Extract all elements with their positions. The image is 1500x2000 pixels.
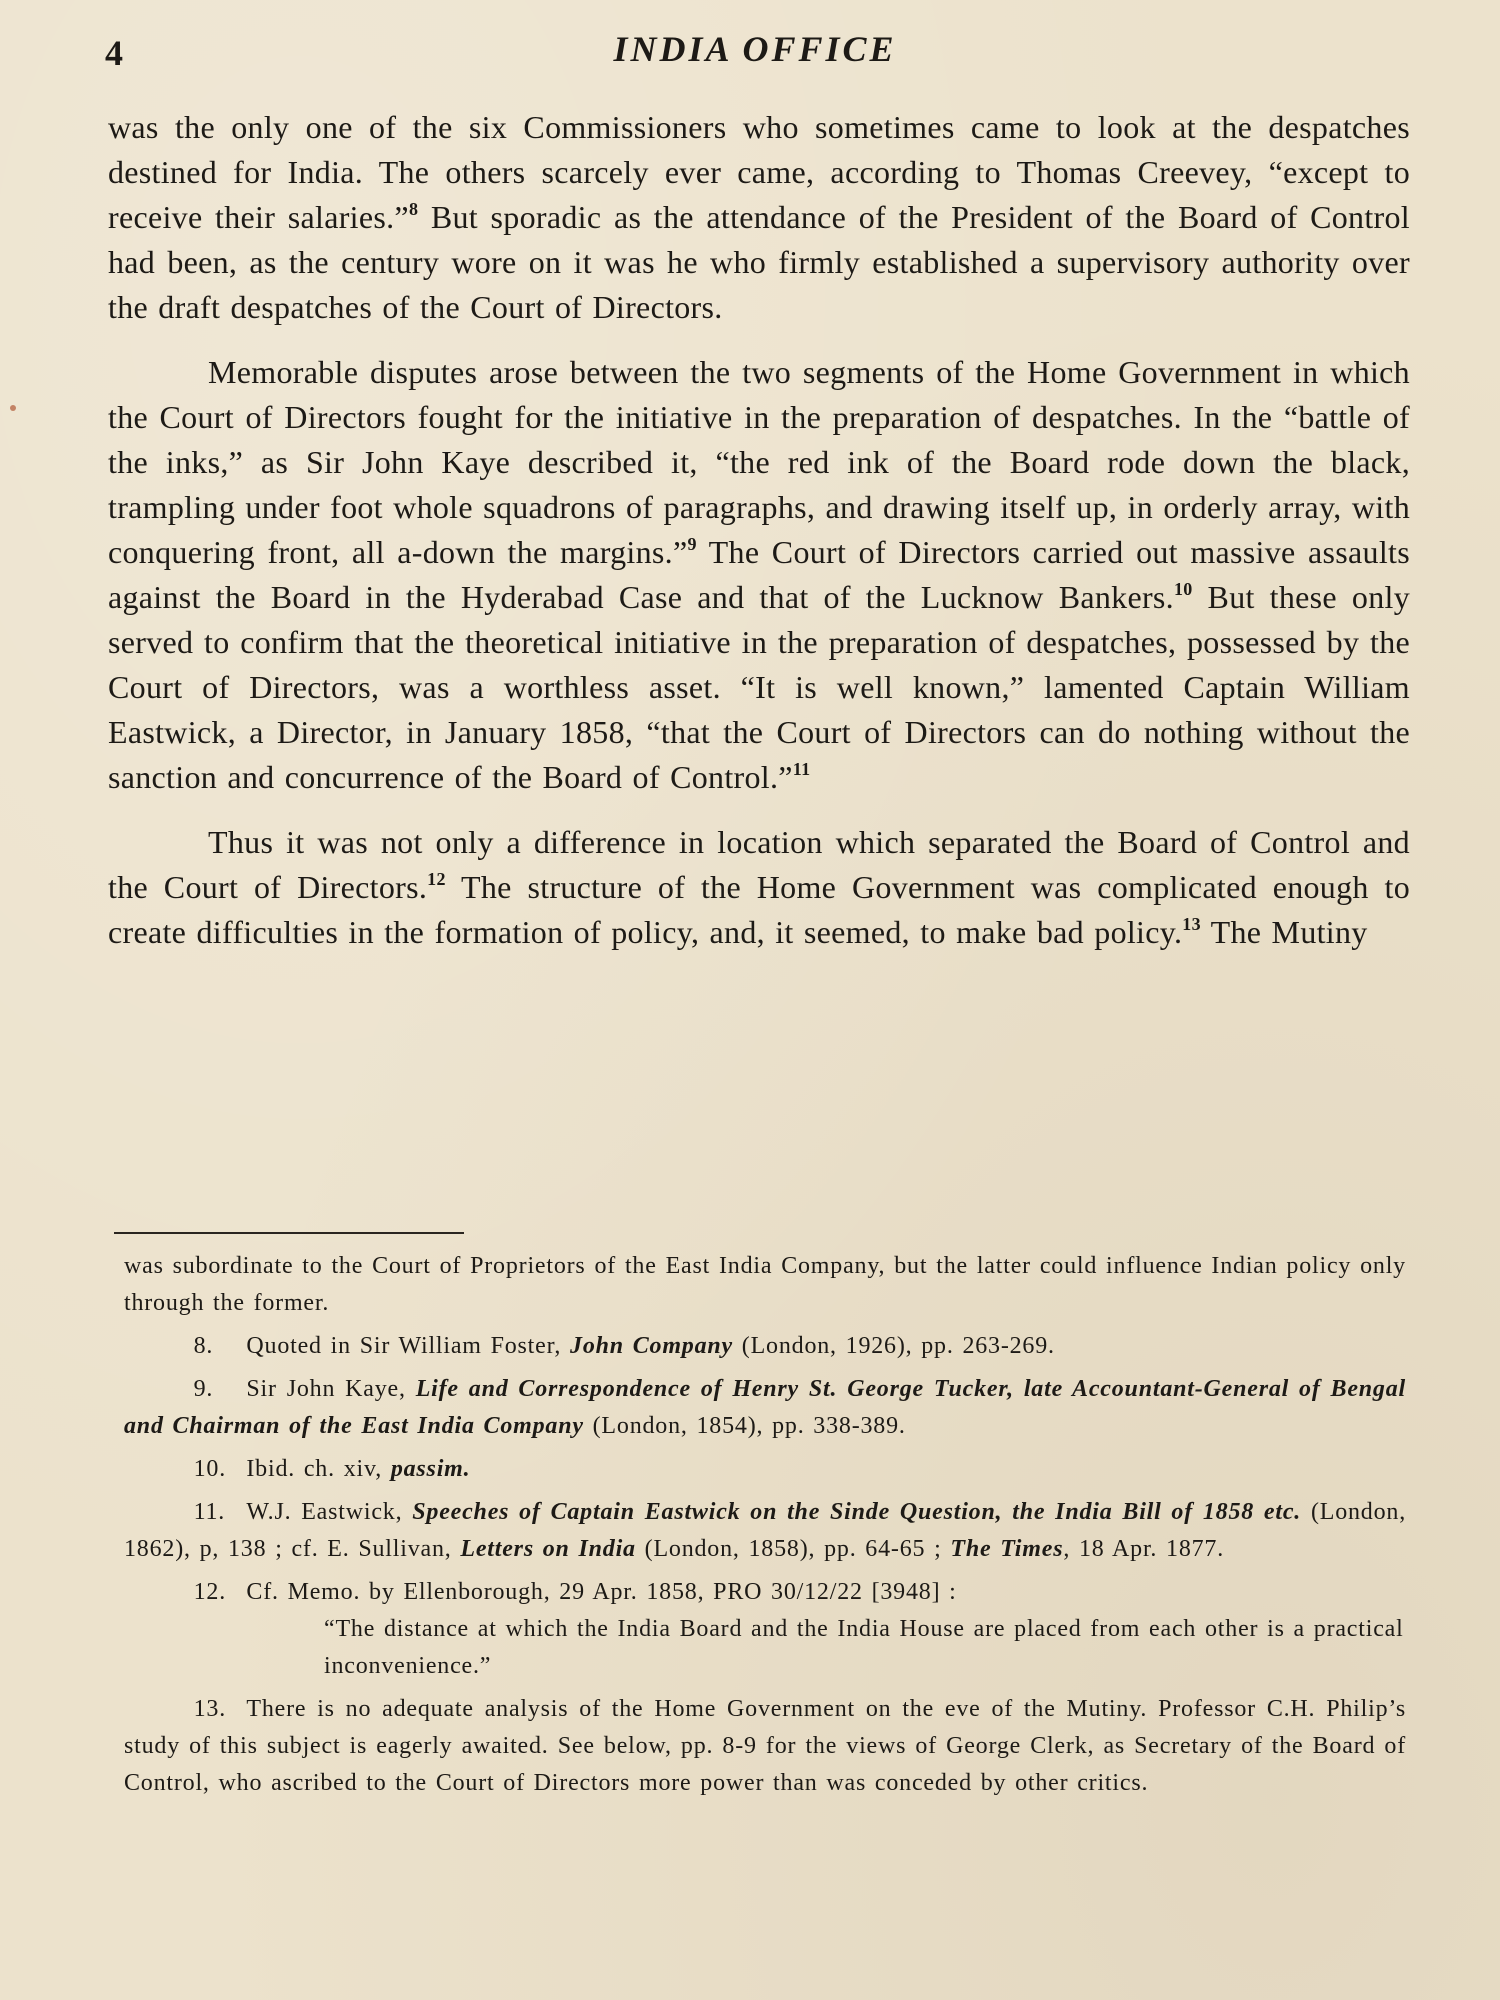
body-text bbox=[108, 105, 1410, 955]
footnote-text: Sir John Kaye, bbox=[246, 1376, 416, 1402]
footnote-ref-10: 10 bbox=[1173, 579, 1193, 599]
footnote-text: W.J. Eastwick, bbox=[246, 1499, 413, 1525]
footnote-text: , 18 Apr. 1877. bbox=[1063, 1536, 1225, 1562]
paper-speck bbox=[10, 405, 16, 411]
footnote-text: (London, 1854), pp. 338-389. bbox=[583, 1413, 906, 1439]
footnote-13 bbox=[124, 1691, 1406, 1802]
paragraph-2-text-b: The Court of Directors carried out massive assaults against the Board in the Hyderabad Case and that of the Lucknow Bankers. bbox=[108, 534, 1410, 615]
footnote-ref-12: 12 bbox=[427, 869, 446, 889]
footnote-divider bbox=[114, 1232, 464, 1234]
footnote-number: 13. bbox=[193, 1696, 226, 1722]
paragraph-3-text-a: Thus it was not only a difference in location which separated the Board of Control and the Court of Directors. bbox=[108, 824, 1410, 905]
footnote-number: 8. bbox=[193, 1333, 214, 1359]
footnote-text: (London, 1862), p, 138 ; cf. E. Sullivan, bbox=[124, 1499, 1406, 1562]
footnote-12-quote: “The distance at which the India Board and the India House are placed from each other is a practical inconvenience.” bbox=[324, 1616, 1404, 1679]
paragraph-1-text-a: was the only one of the six Commissioners who sometimes came to look at the despatches destined for India. The others scarcely ever came, according to Thomas Creevey, “except to receive their salaries.” bbox=[108, 109, 1410, 235]
footnote-number: 11. bbox=[193, 1499, 226, 1525]
footnotes bbox=[124, 1248, 1406, 1802]
paragraph-3-text-c: The Mutiny bbox=[1200, 914, 1368, 950]
footnote-text: Quoted in Sir William Foster, bbox=[246, 1333, 571, 1359]
page-number: 4 bbox=[105, 33, 123, 73]
paragraph-2-text-c: But these only served to confirm that the theoretical initiative in the preparation of despatches, possessed by the Court of Directors, was a worthless asset. “It is well known,” lamented Captain William Eastwick, a Director, in January 1858, “that the Court of Directors can do nothing without the sanction and concurrence of the Board of Control.” bbox=[108, 579, 1411, 795]
paragraph-1-text-b: But sporadic as the attendance of the President of the Board of Control had been, as the century wore on it was he who firmly established a supervisory authority over the draft despatches of the Court of Directors. bbox=[108, 199, 1410, 325]
footnote-10 bbox=[124, 1451, 1406, 1488]
paragraph-2-text-a: Memorable disputes arose between the two segments of the Home Government in which the Court of Directors fought for the initiative in the preparation of despatches. In the “battle of the inks,” as Sir John Kaye described it, “the red ink of the Board rode down the black, trampling under foot whole squadrons of paragraphs, and drawing itself up, in orderly array, with conquering front, all a-down the margins.” bbox=[108, 354, 1410, 570]
footnote-number: 12. bbox=[193, 1579, 226, 1605]
footnote-title: Life and Correspondence of Henry St. George Tucker, late Accountant-General of Bengal and Chairman of the East India Company bbox=[124, 1376, 1406, 1439]
footnote-number: 10. bbox=[193, 1456, 226, 1482]
footnote-8 bbox=[124, 1328, 1406, 1365]
paragraph-3 bbox=[108, 820, 1410, 955]
footnote-text: (London, 1926), pp. 263-269. bbox=[733, 1333, 1055, 1359]
footnote-continuation: was subordinate to the Court of Proprietors of the East India Company, but the latter could influence Indian policy only through the former. bbox=[124, 1253, 1406, 1316]
footnote-ref-9: 9 bbox=[687, 534, 697, 554]
footnote-12 bbox=[124, 1574, 1406, 1611]
footnote-title: Speeches of Captain Eastwick on the Sinde Question, the India Bill of 1858 etc. bbox=[412, 1499, 1302, 1525]
footnote-title: John Company bbox=[570, 1333, 733, 1359]
footnote-11 bbox=[124, 1494, 1406, 1568]
running-head bbox=[105, 28, 1405, 78]
footnote-number: 9. bbox=[193, 1376, 214, 1402]
footnote-text: Cf. Memo. by Ellenborough, 29 Apr. 1858, PRO 30/12/22 [3948] : bbox=[246, 1579, 957, 1605]
footnote-ref-13: 13 bbox=[1182, 914, 1201, 934]
footnote-text: There is no adequate analysis of the Home Government on the eve of the Mutiny. Professor C.H. Philip’s study of this subject is eagerly awaited. See below, pp. 8-9 for the views of George Clerk, as Secretary of the Board of Control, who ascribed to the Court of Directors more power than was conceded by other critics. bbox=[124, 1696, 1406, 1796]
footnote-title: Letters on India bbox=[460, 1536, 636, 1562]
footnote-text: Ibid. ch. xiv, bbox=[246, 1456, 391, 1482]
footnote-title: passim. bbox=[390, 1456, 471, 1482]
paragraph-2 bbox=[108, 350, 1410, 800]
footnote-9 bbox=[124, 1371, 1406, 1445]
paragraph-3-text-b: The structure of the Home Government was complicated enough to create difficulties in the formation of policy, and, it seemed, to make bad policy. bbox=[108, 869, 1410, 950]
footnote-text: (London, 1858), pp. 64-65 ; bbox=[635, 1536, 951, 1562]
footnote-ref-11: 11 bbox=[792, 759, 811, 779]
paragraph-1 bbox=[108, 105, 1410, 330]
footnote-ref-8: 8 bbox=[408, 199, 419, 219]
running-title: INDIA OFFICE bbox=[613, 29, 897, 69]
footnote-title: The Times bbox=[950, 1536, 1064, 1562]
